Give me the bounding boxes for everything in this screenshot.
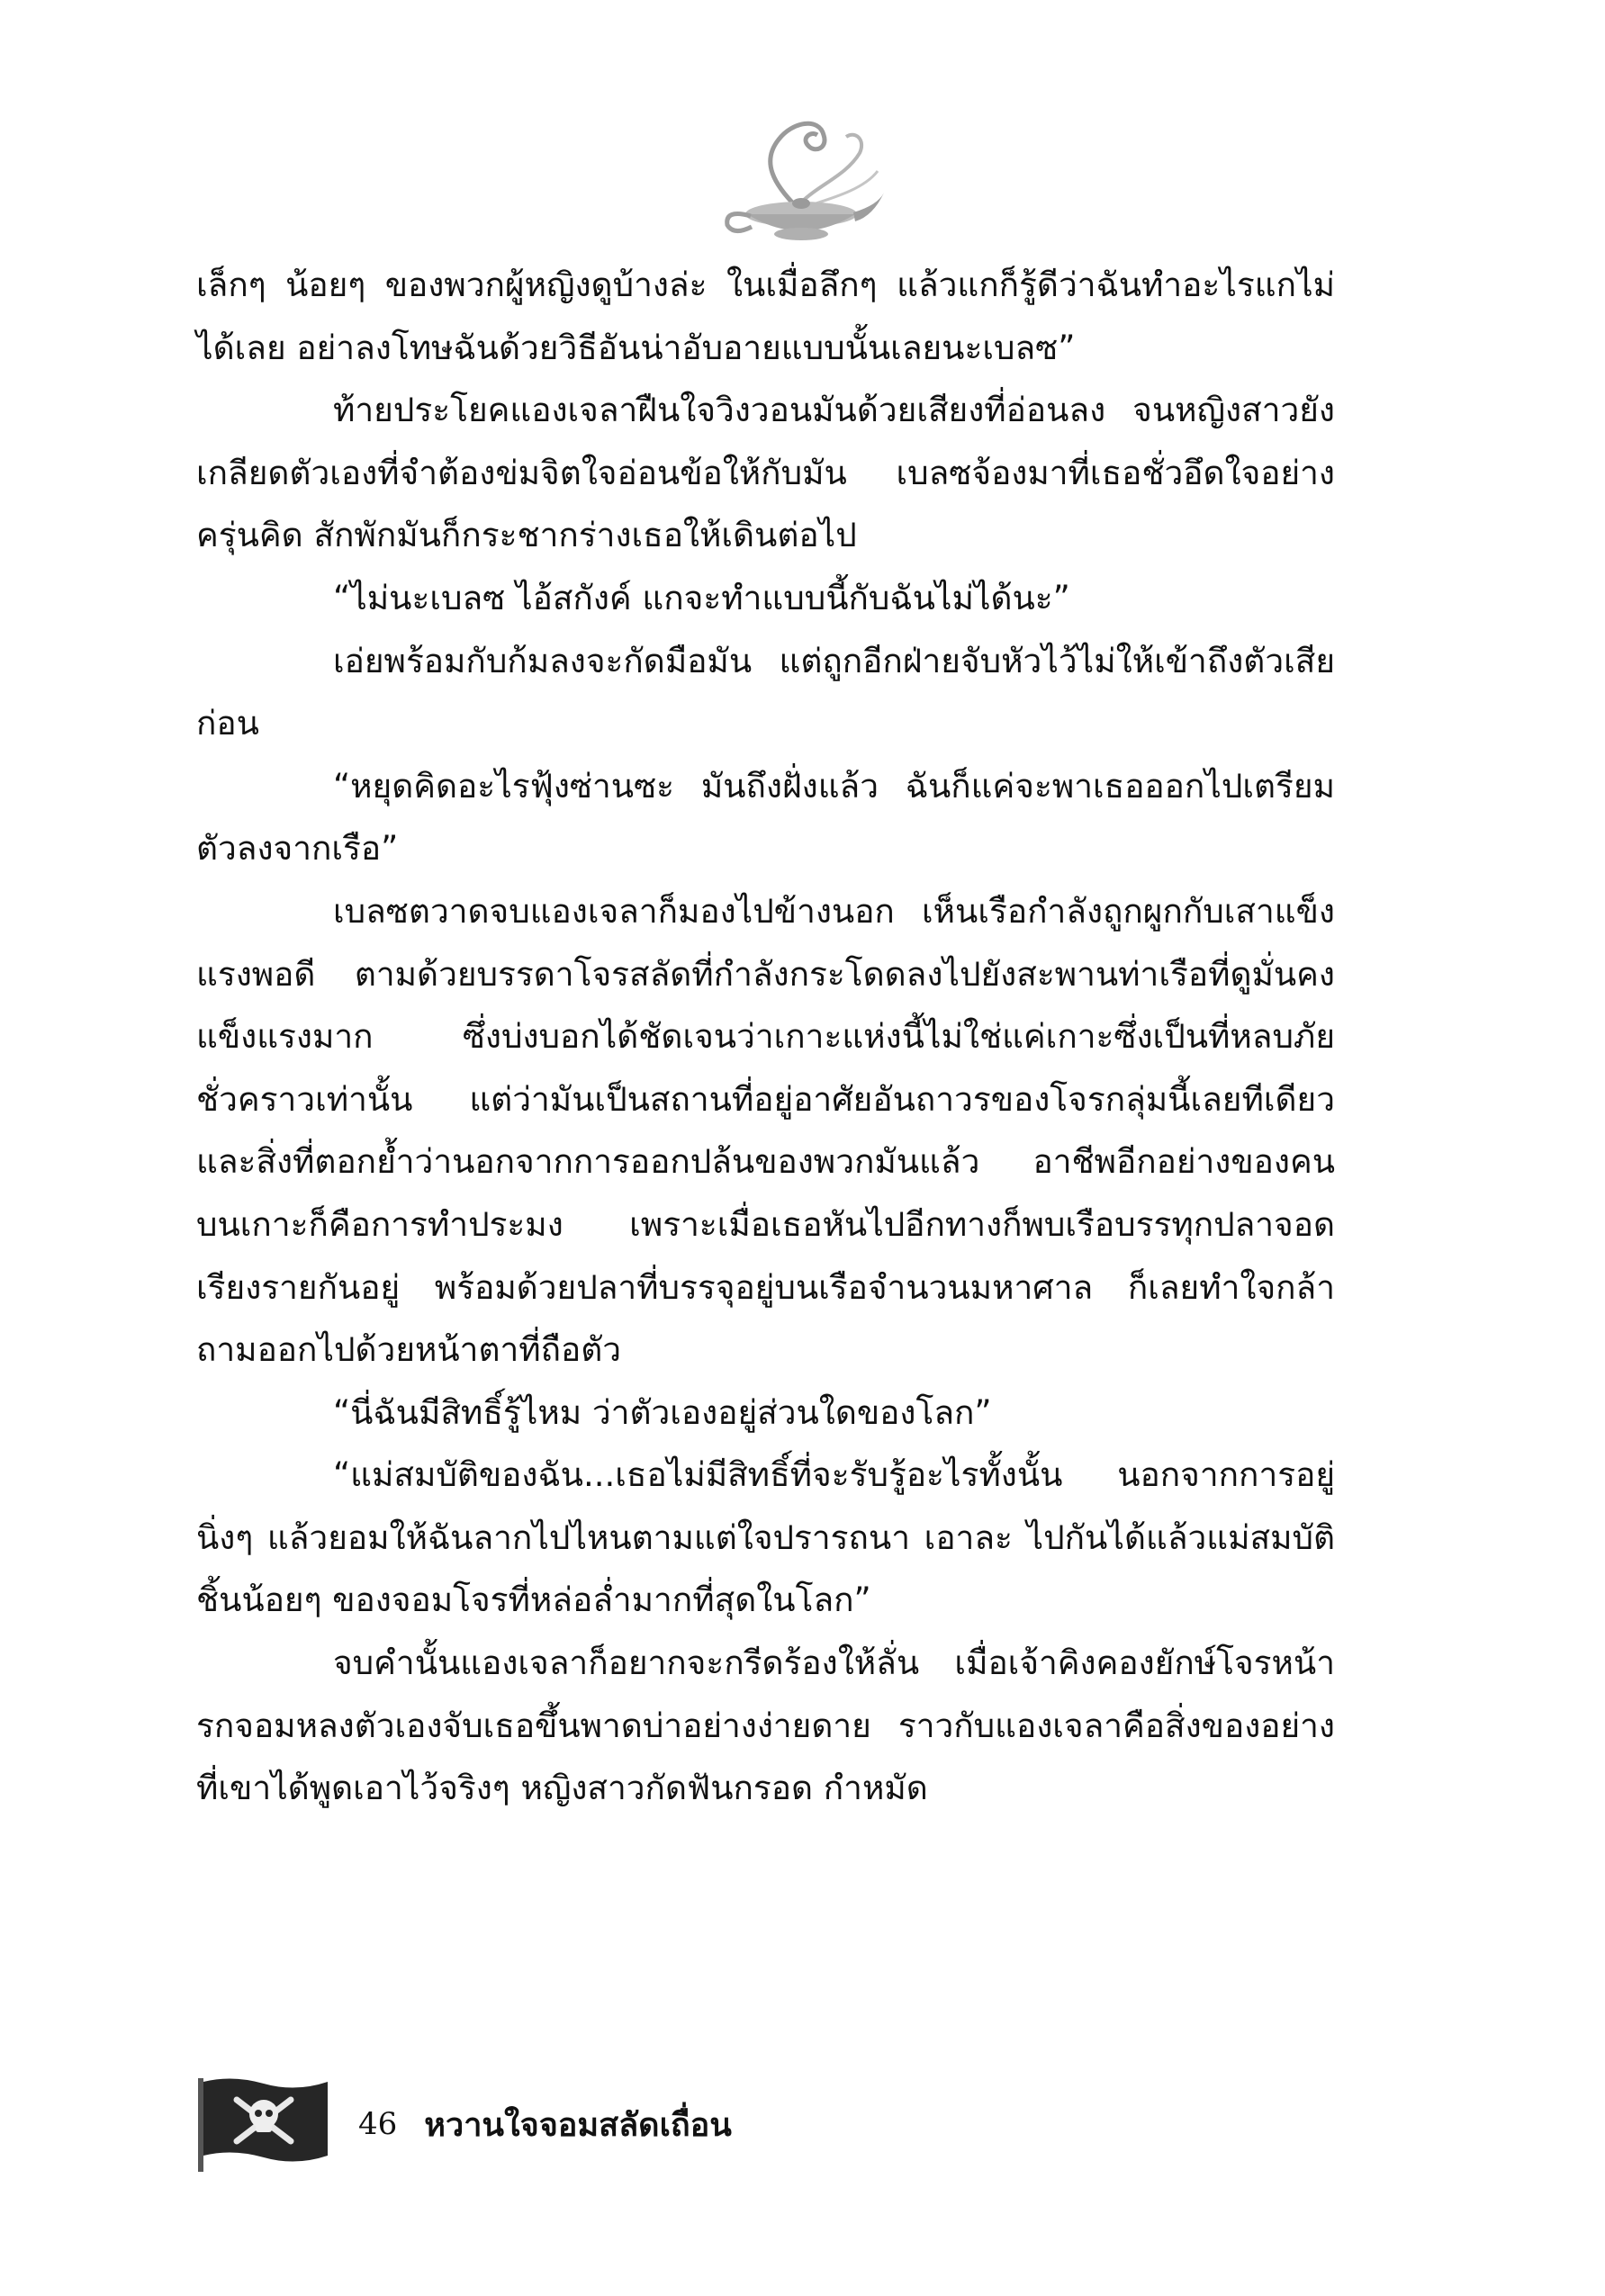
paragraph: ท้ายประโยคแองเจลาฝืนใจวิงวอนมันด้วยเสียงที่อ่อนลง จนหญิงสาวยังเกลียดตัวเองที่จำต้องข่มจิตใจอ่อนข้อให้กับมัน เบลซจ้องมาที่เธอชั่วอึดใจอย่างครุ่นคิด สักพักมันก็กระชากร่างเธอให้เดินต่อไป [196, 391, 1335, 555]
page-number: 46 [358, 2106, 398, 2142]
magic-lamp-ornament-icon [711, 99, 891, 252]
paragraph: เล็กๆ น้อยๆ ของพวกผู้หญิงดูบ้างล่ะ ในเมื่อลึกๆ แล้วแกก็รู้ดีว่าฉันทำอะไรแกไม่ได้เลย อย่าลงโทษฉันด้วยวิธีอันน่าอับอายแบบนั้นเลยนะเบลซ” [196, 266, 1335, 367]
paragraph: จบคำนั้นแองเจลาก็อยากจะกรีดร้องให้ลั่น เมื่อเจ้าคิงคองยักษ์โจรหน้ารกจอมหลงตัวเองจับเธอขึ้นพาดบ่าอย่างง่ายดาย ราวกับแองเจลาคือสิ่งของอย่างที่เขาได้พูดเอาไว้จริงๆ หญิงสาวกัดฟันกรอด กำหมัด [196, 1643, 1335, 1808]
paragraph: “ไม่นะเบลซ ไอ้สกังค์ แกจะทำแบบนี้กับฉันไม่ได้นะ” [333, 578, 1070, 617]
paragraph: “นี่ฉันมีสิทธิ์รู้ไหม ว่าตัวเองอยู่ส่วนใดของโลก” [333, 1392, 992, 1432]
paragraph: “แม่สมบัติของฉัน...เธอไม่มีสิทธิ์ที่จะรับรู้อะไรทั้งนั้น นอกจากการอยู่นิ่งๆ แล้วยอมให้ฉันลากไปไหนตามแต่ใจปรารถนา เอาละ ไปกันได้แล้วแม่สมบัติชิ้นน้อยๆ ของจอมโจรที่หล่อล่ำมากที่สุดในโลก” [196, 1455, 1335, 1620]
paragraph: เอ่ยพร้อมกับก้มลงจะกัดมือมัน แต่ถูกอีกฝ่ายจับหัวไว้ไม่ให้เข้าถึงตัวเสียก่อน [196, 641, 1335, 743]
page-footer [196, 2070, 732, 2178]
paragraph: “หยุดคิดอะไรฟุ้งซ่านซะ มันถึงฝั่งแล้ว ฉันก็แค่จะพาเธอออกไปเตรียมตัวลงจากเรือ” [196, 766, 1335, 869]
body-text [196, 254, 1335, 1820]
pirate-flag-icon [196, 2075, 331, 2174]
paragraph: เบลซตวาดจบแองเจลาก็มองไปข้างนอก เห็นเรือกำลังถูกผูกกับเสาแข็งแรงพอดี ตามด้วยบรรดาโจรสลัดที่กำลังกระโดดลงไปยังสะพานท่าเรือที่ดูมั่นคงแข็งแรงมาก ซึ่งบ่งบอกได้ชัดเจนว่าเกาะแห่งนี้ไม่ใช่แค่เกาะซึ่งเป็นที่หลบภัยชั่วคราวเท่านั้น แต่ว่ามันเป็นสถานที่อยู่อาศัยอันถาวรของโจรกลุ่มนี้เลยทีเดียว และสิ่งที่ตอกย้ำว่านอกจากการออกปล้นของพวกมันแล้ว อาชีพอีกอย่างของคนบนเกาะก็คือการทำประมง เพราะเมื่อเธอหันไปอีกทางก็พบเรือบรรทุกปลาจอดเรียงรายกันอยู่ พร้อมด้วยปลาที่บรรจุอยู่บนเรือจำนวนมหาศาล ก็เลยทำใจกล้าถามออกไปด้วยหน้าตาที่ถือตัว [196, 891, 1335, 1370]
book-title: หวานใจจอมสลัดเถื่อน [424, 2106, 732, 2144]
